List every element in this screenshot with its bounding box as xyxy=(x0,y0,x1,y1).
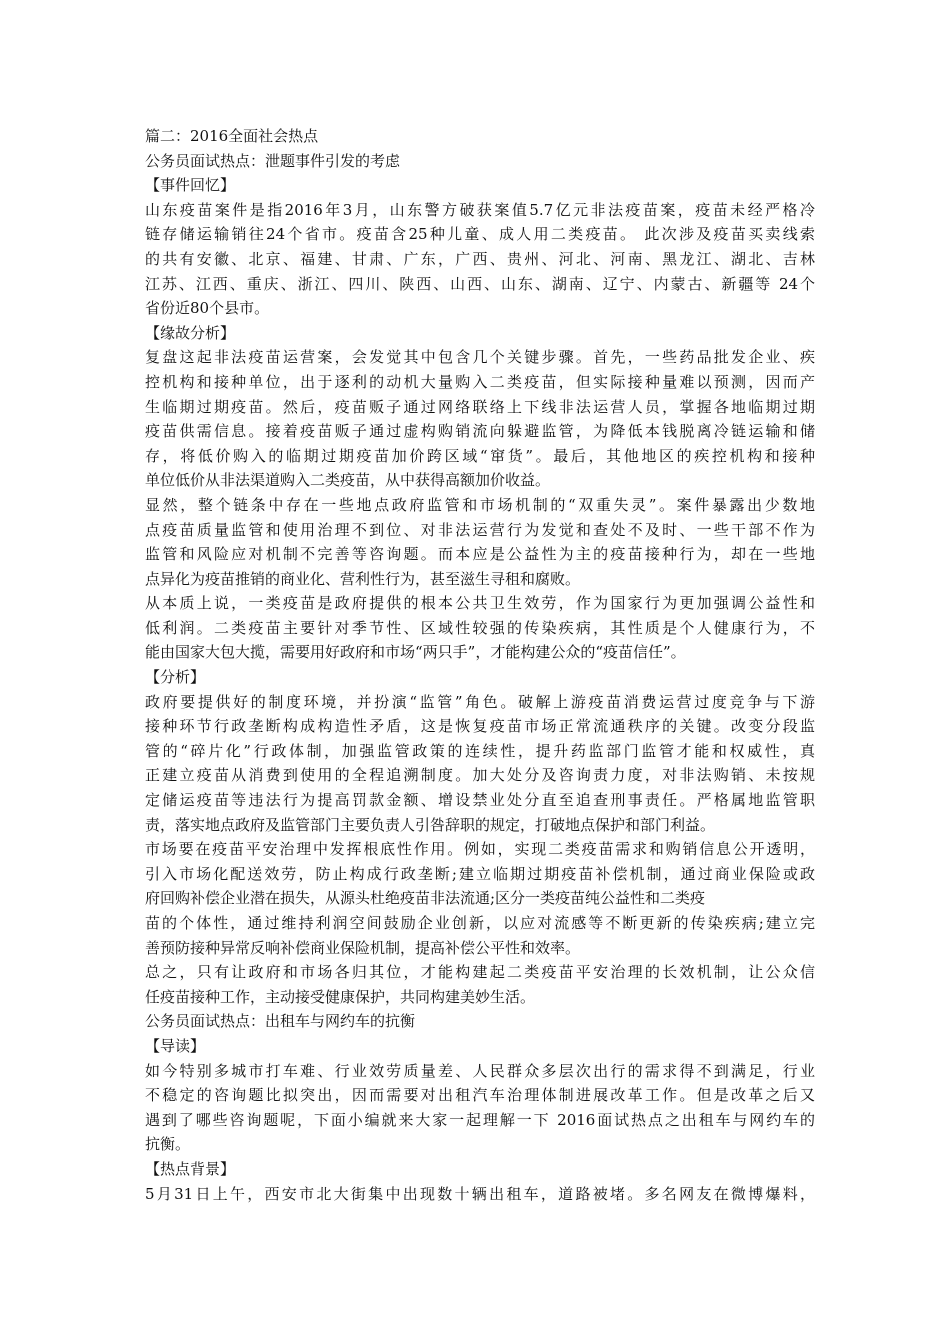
document-line: 正建立疫苗从消费到使用的全程追溯制度。加大处分及咨询责力度，对非法购销、未按规 xyxy=(145,766,815,785)
document-line: 公务员面试热点：泄题事件引发的考虑 xyxy=(145,151,401,170)
document-line: 显然，整个链条中存在一些地点政府监管和市场机制的“双重失灵”。案件暴露出少数地 xyxy=(145,495,815,514)
document-line: 如今特别多城市打车难、行业效劳质量差、人民群众多层次出行的需求得不到满足，行业 xyxy=(145,1061,815,1080)
document-line: 5月31日上午，西安市北大街集中出现数十辆出租车，道路被堵。多名网友在微博爆料， xyxy=(145,1184,815,1203)
document-line: 管的“碎片化”行政体制，加强监管政策的连续性，提升药监部门监管才能和权威性，真 xyxy=(145,741,815,760)
document-line: 单位低价从非法渠道购入二类疫苗，从中获得高额加价收益。 xyxy=(145,471,551,490)
document-line: 任疫苗接种工作，主动接受健康保护，共同构建美妙生活。 xyxy=(145,987,536,1006)
document-line: 生临期过期疫苗。然后，疫苗贩子通过网络联络上下线非法运营人员，掌握各地临期过期 xyxy=(145,397,815,416)
document-line: 从本质上说，一类疫苗是政府提供的根本公共卫生效劳，作为国家行为更加强调公益性和 xyxy=(145,594,815,613)
document-line: 存，将低价购入的临期过期疫苗加价跨区域“窜货”。最后，其他地区的疾控机构和接种 xyxy=(145,446,815,465)
document-line: 疫苗供需信息。接着疫苗贩子通过虚构购销流向躲避监管，为降低本钱脱离冷链运输和储 xyxy=(145,422,815,441)
document-line: 【缘故分析】 xyxy=(145,323,236,342)
document-line: 能由国家大包大揽，需要用好政府和市场“两只手”，才能构建公众的“疫苗信任”。 xyxy=(145,643,686,662)
document-line: 点疫苗质量监管和使用治理不到位、对非法运营行为发觉和查处不及时、一些干部不作为 xyxy=(145,520,815,539)
document-line: 链存储运输销往24个省市。疫苗含25种儿童、成人用二类疫苗。 此次涉及疫苗买卖线索 xyxy=(145,225,815,244)
document-line: 遇到了哪些咨询题呢，下面小编就来大家一起理解一下 2016面试热点之出租车与网约车的 xyxy=(145,1110,815,1129)
document-line: 府回购补偿企业潜在损失，从源头杜绝疫苗非法流通;区分一类疫苗纯公益性和二类疫 xyxy=(145,889,706,908)
document-line: 引入市场化配送效劳，防止构成行政垄断;建立临期过期疫苗补偿机制，通过商业保险或政 xyxy=(145,864,815,883)
document-line: 政府要提供好的制度环境，并扮演“监管”角色。破解上游疫苗消费运营过度竞争与下游 xyxy=(145,692,815,711)
document-line: 控机构和接种单位，出于逐利的动机大量购入二类疫苗，但实际接种量难以预测，因而产 xyxy=(145,372,815,391)
document-line: 山东疫苗案件是指2016年3月，山东警方破获案值5.7亿元非法疫苗案，疫苗未经严格冷 xyxy=(145,200,815,219)
document-line: 省份近80个县市。 xyxy=(145,299,270,318)
document-line: 不稳定的咨询题比拟突出，因而需要对出租汽车治理体制进展改革工作。但是改革之后又 xyxy=(145,1086,815,1105)
document-line: 公务员面试热点：出租车与网约车的抗衡 xyxy=(145,1012,416,1031)
document-line: 苗的个体性，通过维持利润空间鼓励企业创新，以应对流感等不断更新的传染疾病;建立完 xyxy=(145,914,815,932)
document-line: 【分析】 xyxy=(145,668,206,687)
document-page xyxy=(145,124,815,1206)
document-line: 善预防接种异常反响补偿商业保险机制，提高补偿公平性和效率。 xyxy=(145,938,581,957)
document-line: 点异化为疫苗推销的商业化、营利性行为，甚至滋生寻租和腐败。 xyxy=(145,569,581,588)
document-line: 篇二：2016全面社会热点 xyxy=(145,127,319,145)
document-line: 江苏、江西、重庆、浙江、四川、陕西、山西、山东、湖南、辽宁、内蒙古、新疆等 24个 xyxy=(145,274,815,293)
document-line: 低利润。二类疫苗主要针对季节性、区域性较强的传染疾病，其性质是个人健康行为，不 xyxy=(145,618,815,637)
document-line: 的共有安徽、北京、福建、甘肃、广东，广西、贵州、河北、河南、黑龙江、湖北、吉林 xyxy=(145,249,815,268)
document-line: 接种环节行政垄断构成构造性矛盾，这是恢复疫苗市场正常流通秩序的关键。改变分段监 xyxy=(145,717,815,736)
document-line: 监管和风险应对机制不完善等咨询题。而本应是公益性为主的疫苗接种行为，却在一些地 xyxy=(145,545,815,564)
document-line: 定储运疫苗等违法行为提高罚款金额、增设禁业处分直至追查刑事责任。严格属地监管职 xyxy=(145,791,815,810)
document-line: 抗衡。 xyxy=(145,1135,191,1154)
document-line: 【热点背景】 xyxy=(145,1159,236,1178)
document-line: 复盘这起非法疫苗运营案，会发觉其中包含几个关键步骤。首先，一些药品批发企业、疾 xyxy=(145,348,815,367)
document-line: 总之，只有让政府和市场各归其位，才能构建起二类疫苗平安治理的长效机制，让公众信 xyxy=(145,963,815,982)
document-line: 【导读】 xyxy=(145,1036,206,1055)
document-line: 【事件回忆】 xyxy=(145,176,236,195)
document-line: 责，落实地点政府及监管部门主要负责人引咎辞职的规定，打破地点保护和部门利益。 xyxy=(145,815,716,834)
document-line: 市场要在疫苗平安治理中发挥根底性作用。例如，实现二类疫苗需求和购销信息公开透明， xyxy=(145,840,815,859)
